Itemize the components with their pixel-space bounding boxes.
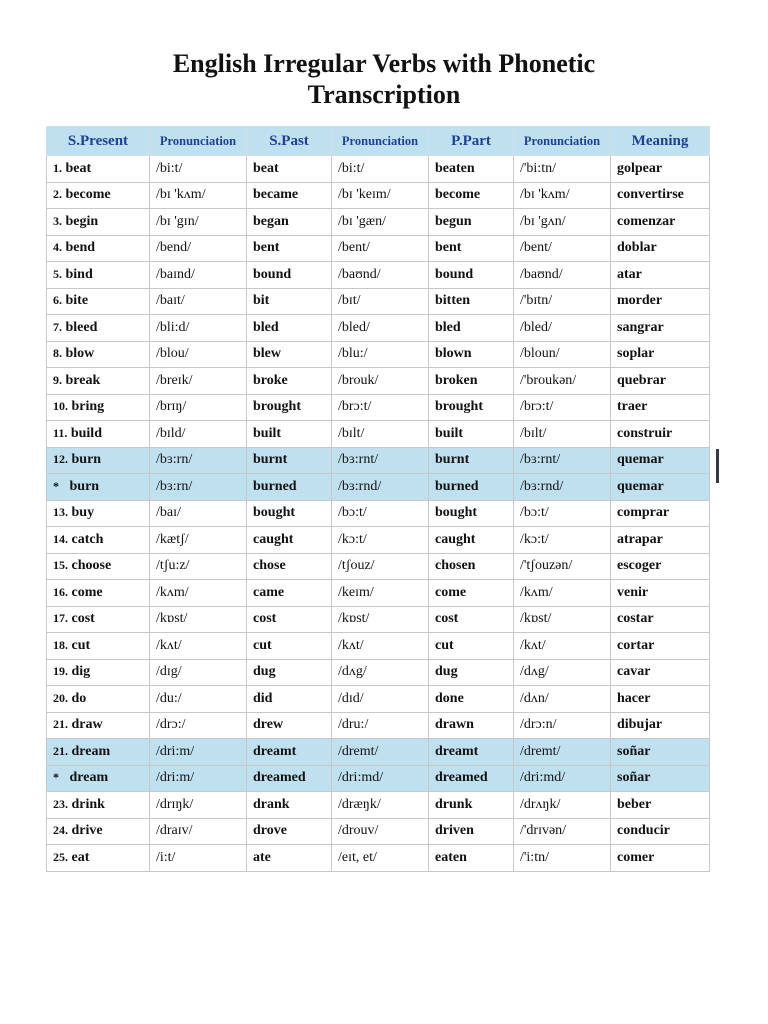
pronunciation-past: /kʌt/ <box>332 633 429 660</box>
verb-present: choose <box>71 558 112 574</box>
table-row <box>47 686 710 713</box>
table-row <box>47 765 710 792</box>
row-number: 20. <box>53 690 68 705</box>
table-row <box>47 421 710 448</box>
verb-past-participle: cut <box>429 633 514 660</box>
verb-present: become <box>65 187 111 203</box>
verb-past: bit <box>247 288 332 315</box>
pronunciation-participle: /bɪ 'gʌn/ <box>514 209 611 236</box>
pronunciation-past: /tʃouz/ <box>332 553 429 580</box>
pronunciation-present: /i:t/ <box>150 845 247 872</box>
pronunciation-participle: /kɔ:t/ <box>514 527 611 554</box>
pronunciation-past: /eɪt, et/ <box>332 845 429 872</box>
row-number: 19. <box>53 664 68 679</box>
verb-past-participle: blown <box>429 341 514 368</box>
table-row <box>47 156 710 183</box>
table-row <box>47 209 710 236</box>
verb-meaning: soñar <box>611 765 710 792</box>
verb-meaning: atar <box>611 262 710 289</box>
row-number: 6. <box>53 293 62 308</box>
verb-past: burnt <box>247 447 332 474</box>
pronunciation-past: /dremt/ <box>332 739 429 766</box>
table-row <box>47 500 710 527</box>
verb-past: dreamed <box>247 765 332 792</box>
pronunciation-participle: /dʌg/ <box>514 659 611 686</box>
verb-present-cell <box>47 182 150 209</box>
row-number: 2. <box>53 187 62 202</box>
table-row <box>47 341 710 368</box>
table-row <box>47 792 710 819</box>
verb-past: built <box>247 421 332 448</box>
verb-meaning: beber <box>611 792 710 819</box>
pronunciation-participle: /drɔ:n/ <box>514 712 611 739</box>
verb-past-participle: chosen <box>429 553 514 580</box>
row-number: 10. <box>53 399 68 414</box>
row-number: 15. <box>53 558 68 573</box>
verb-present-cell <box>47 156 150 183</box>
table-row <box>47 818 710 845</box>
pronunciation-present: /kʌm/ <box>150 580 247 607</box>
row-number: 21. <box>53 717 68 732</box>
table-row <box>47 527 710 554</box>
verb-past-participle: bled <box>429 315 514 342</box>
verb-present: drink <box>71 796 105 812</box>
verb-meaning: morder <box>611 288 710 315</box>
verb-meaning: soñar <box>611 739 710 766</box>
verb-present: burn <box>71 452 102 468</box>
verb-past: bled <box>247 315 332 342</box>
pronunciation-present: /bɪ 'kʌm/ <box>150 182 247 209</box>
verb-meaning: hacer <box>611 686 710 713</box>
pronunciation-past: /bɪlt/ <box>332 421 429 448</box>
verb-past: brought <box>247 394 332 421</box>
verb-present-cell <box>47 474 150 501</box>
verb-present: bleed <box>65 319 98 335</box>
row-number: 13. <box>53 505 68 520</box>
verb-past: chose <box>247 553 332 580</box>
page-title-line-2: Transcription <box>307 80 461 109</box>
verb-past-participle: beaten <box>429 156 514 183</box>
verb-present-cell <box>47 739 150 766</box>
table-row <box>47 368 710 395</box>
pronunciation-present: /bli:d/ <box>150 315 247 342</box>
verb-present: build <box>70 425 102 441</box>
verb-past-participle: bought <box>429 500 514 527</box>
verb-present-cell <box>47 500 150 527</box>
verb-meaning: escoger <box>611 553 710 580</box>
row-number: 21. <box>53 743 68 758</box>
verb-present-cell <box>47 288 150 315</box>
verb-past-participle: come <box>429 580 514 607</box>
pronunciation-participle: /'drɪvən/ <box>514 818 611 845</box>
table-row <box>47 447 710 474</box>
verb-present: burn <box>69 478 100 494</box>
verb-present-cell <box>47 659 150 686</box>
pronunciation-past: /dræŋk/ <box>332 792 429 819</box>
verb-meaning: comprar <box>611 500 710 527</box>
pronunciation-past: /bɜ:rnd/ <box>332 474 429 501</box>
row-number: 1. <box>53 160 62 175</box>
table-row <box>47 394 710 421</box>
verb-meaning: comer <box>611 845 710 872</box>
pronunciation-participle: /kɒst/ <box>514 606 611 633</box>
verb-present: dream <box>69 770 109 786</box>
verb-present: bite <box>65 293 89 309</box>
verb-past-participle: built <box>429 421 514 448</box>
verb-past-participle: drunk <box>429 792 514 819</box>
row-number: 18. <box>53 637 68 652</box>
verb-present-cell <box>47 262 150 289</box>
verb-past: drew <box>247 712 332 739</box>
pronunciation-past: /bɜ:rnt/ <box>332 447 429 474</box>
header-pronunciation-participle: Pronunciation <box>514 127 611 156</box>
verb-present-cell <box>47 368 150 395</box>
table-row <box>47 606 710 633</box>
header-pronunciation-present: Pronunciation <box>150 127 247 156</box>
pronunciation-present: /drɔ:/ <box>150 712 247 739</box>
table-row <box>47 553 710 580</box>
verb-present: cut <box>71 637 91 653</box>
verb-past: beat <box>247 156 332 183</box>
verb-past-participle: burnt <box>429 447 514 474</box>
verbs-table-body <box>47 156 710 872</box>
pronunciation-participle: /drʌŋk/ <box>514 792 611 819</box>
verbs-table <box>46 126 710 872</box>
row-number: * <box>53 770 59 785</box>
verb-meaning: doblar <box>611 235 710 262</box>
header-meaning: Meaning <box>611 127 710 156</box>
verb-present: do <box>71 690 87 706</box>
pronunciation-past: /bi:t/ <box>332 156 429 183</box>
table-row <box>47 235 710 262</box>
verb-past-participle: caught <box>429 527 514 554</box>
verb-past: drove <box>247 818 332 845</box>
verb-past-participle: bent <box>429 235 514 262</box>
pronunciation-past: /bled/ <box>332 315 429 342</box>
pronunciation-past: /bɔ:t/ <box>332 500 429 527</box>
pronunciation-present: /breɪk/ <box>150 368 247 395</box>
table-row <box>47 580 710 607</box>
pronunciation-past: /drouv/ <box>332 818 429 845</box>
pronunciation-participle: /bɜ:rnd/ <box>514 474 611 501</box>
verb-present: come <box>71 584 103 600</box>
pronunciation-participle: /'broukən/ <box>514 368 611 395</box>
verb-past: cost <box>247 606 332 633</box>
verb-present-cell <box>47 712 150 739</box>
row-number: * <box>53 478 59 493</box>
verb-past-participle: bitten <box>429 288 514 315</box>
pronunciation-participle: /'bi:tn/ <box>514 156 611 183</box>
verb-present-cell <box>47 580 150 607</box>
verb-present-cell <box>47 527 150 554</box>
verb-meaning: golpear <box>611 156 710 183</box>
table-row <box>47 712 710 739</box>
verb-past-participle: done <box>429 686 514 713</box>
pronunciation-present: /dɪg/ <box>150 659 247 686</box>
verb-past: dug <box>247 659 332 686</box>
pronunciation-present: /bend/ <box>150 235 247 262</box>
verb-past: became <box>247 182 332 209</box>
pronunciation-past: /blu:/ <box>332 341 429 368</box>
verb-past: caught <box>247 527 332 554</box>
verb-meaning: quemar <box>611 447 710 474</box>
pronunciation-present: /bi:t/ <box>150 156 247 183</box>
verb-past: bought <box>247 500 332 527</box>
pronunciation-past: /brouk/ <box>332 368 429 395</box>
verb-present: beat <box>65 160 92 176</box>
verb-past-participle: cost <box>429 606 514 633</box>
row-number: 7. <box>53 319 62 334</box>
verb-present-cell <box>47 686 150 713</box>
table-header-row <box>47 127 710 156</box>
verb-past-participle: broken <box>429 368 514 395</box>
pronunciation-participle: /kʌt/ <box>514 633 611 660</box>
pronunciation-present: /dri:m/ <box>150 739 247 766</box>
table-row <box>47 659 710 686</box>
row-number: 8. <box>53 346 62 361</box>
header-simple-past: S.Past <box>247 127 332 156</box>
pronunciation-participle: /baʊnd/ <box>514 262 611 289</box>
verb-past-participle: brought <box>429 394 514 421</box>
verb-past-participle: drawn <box>429 712 514 739</box>
table-row <box>47 315 710 342</box>
pronunciation-past: /bɪt/ <box>332 288 429 315</box>
row-number: 16. <box>53 584 68 599</box>
verb-present-cell <box>47 235 150 262</box>
verb-present: dream <box>71 743 111 759</box>
verb-past-participle: eaten <box>429 845 514 872</box>
verb-present-cell <box>47 792 150 819</box>
pronunciation-participle: /'i:tn/ <box>514 845 611 872</box>
row-number: 24. <box>53 823 68 838</box>
verb-past: ate <box>247 845 332 872</box>
verb-past: bound <box>247 262 332 289</box>
pronunciation-past: /kɒst/ <box>332 606 429 633</box>
verb-past: cut <box>247 633 332 660</box>
verb-present-cell <box>47 394 150 421</box>
pronunciation-participle: /bloun/ <box>514 341 611 368</box>
pronunciation-present: /blou/ <box>150 341 247 368</box>
verb-past-participle: begun <box>429 209 514 236</box>
page-title-line-1: English Irregular Verbs with Phonetic <box>172 49 596 78</box>
row-number: 12. <box>53 452 68 467</box>
pronunciation-participle: /bɔ:t/ <box>514 500 611 527</box>
pronunciation-present: /du:/ <box>150 686 247 713</box>
pronunciation-present: /tʃu:z/ <box>150 553 247 580</box>
header-past-participle: P.Part <box>429 127 514 156</box>
verb-past: blew <box>247 341 332 368</box>
verb-past: drank <box>247 792 332 819</box>
verb-present-cell <box>47 845 150 872</box>
verb-present: cost <box>71 611 95 627</box>
pronunciation-past: /dʌg/ <box>332 659 429 686</box>
verb-past-participle: bound <box>429 262 514 289</box>
row-number: 3. <box>53 213 62 228</box>
pronunciation-past: /bent/ <box>332 235 429 262</box>
verb-past-participle: dreamt <box>429 739 514 766</box>
pronunciation-participle: /bɪ 'kʌm/ <box>514 182 611 209</box>
pronunciation-participle: /dri:md/ <box>514 765 611 792</box>
verb-past: came <box>247 580 332 607</box>
table-row <box>47 845 710 872</box>
verb-past: began <box>247 209 332 236</box>
pronunciation-participle: /'tʃouzən/ <box>514 553 611 580</box>
row-number: 9. <box>53 372 62 387</box>
verb-past: burned <box>247 474 332 501</box>
verb-meaning: sangrar <box>611 315 710 342</box>
header-simple-present: S.Present <box>47 127 150 156</box>
pronunciation-present: /draɪv/ <box>150 818 247 845</box>
pronunciation-past: /dɪd/ <box>332 686 429 713</box>
verb-past-participle: become <box>429 182 514 209</box>
pronunciation-participle: /bɪlt/ <box>514 421 611 448</box>
verb-meaning: cavar <box>611 659 710 686</box>
pronunciation-present: /bɪ 'gɪn/ <box>150 209 247 236</box>
verb-meaning: conducir <box>611 818 710 845</box>
pronunciation-participle: /brɔ:t/ <box>514 394 611 421</box>
row-number: 23. <box>53 796 68 811</box>
pronunciation-past: /bɪ 'keɪm/ <box>332 182 429 209</box>
verb-present-cell <box>47 633 150 660</box>
table-row <box>47 633 710 660</box>
verb-past: broke <box>247 368 332 395</box>
pronunciation-past: /dru:/ <box>332 712 429 739</box>
pronunciation-present: /bɪld/ <box>150 421 247 448</box>
verb-present-cell <box>47 765 150 792</box>
table-row <box>47 288 710 315</box>
verb-present-cell <box>47 606 150 633</box>
pronunciation-past: /keɪm/ <box>332 580 429 607</box>
pronunciation-present: /kætʃ/ <box>150 527 247 554</box>
table-row <box>47 739 710 766</box>
verb-present: break <box>65 372 101 388</box>
verb-present-cell <box>47 447 150 474</box>
pronunciation-present: /baɪt/ <box>150 288 247 315</box>
scroll-edge-marker <box>716 449 719 483</box>
pronunciation-present: /baɪ/ <box>150 500 247 527</box>
verb-meaning: quebrar <box>611 368 710 395</box>
verb-present: bend <box>65 240 96 256</box>
table-row <box>47 262 710 289</box>
verb-present-cell <box>47 341 150 368</box>
row-number: 14. <box>53 531 68 546</box>
verb-present-cell <box>47 315 150 342</box>
verb-present: eat <box>71 849 90 865</box>
verb-present: catch <box>71 531 104 547</box>
verb-present-cell <box>47 818 150 845</box>
verb-meaning: costar <box>611 606 710 633</box>
row-number: 17. <box>53 611 68 626</box>
pronunciation-participle: /bled/ <box>514 315 611 342</box>
pronunciation-present: /kɒst/ <box>150 606 247 633</box>
pronunciation-past: /kɔ:t/ <box>332 527 429 554</box>
verb-past-participle: dug <box>429 659 514 686</box>
verb-past-participle: burned <box>429 474 514 501</box>
pronunciation-present: /bɜ:rn/ <box>150 447 247 474</box>
pronunciation-present: /bɜ:rn/ <box>150 474 247 501</box>
verb-meaning: convertirse <box>611 182 710 209</box>
verb-meaning: traer <box>611 394 710 421</box>
pronunciation-present: /brɪŋ/ <box>150 394 247 421</box>
pronunciation-past: /dri:md/ <box>332 765 429 792</box>
verb-present: draw <box>71 717 103 733</box>
verb-past: did <box>247 686 332 713</box>
row-number: 11. <box>53 425 68 440</box>
table-row <box>47 182 710 209</box>
verb-present: bind <box>65 266 93 282</box>
header-pronunciation-past: Pronunciation <box>332 127 429 156</box>
pronunciation-participle: /kʌm/ <box>514 580 611 607</box>
verb-meaning: soplar <box>611 341 710 368</box>
row-number: 5. <box>53 266 62 281</box>
verb-present: begin <box>65 213 99 229</box>
pronunciation-present: /dri:m/ <box>150 765 247 792</box>
verb-past: bent <box>247 235 332 262</box>
pronunciation-participle: /bent/ <box>514 235 611 262</box>
pronunciation-present: /kʌt/ <box>150 633 247 660</box>
pronunciation-past: /brɔ:t/ <box>332 394 429 421</box>
verb-past-participle: driven <box>429 818 514 845</box>
verb-present: blow <box>65 346 95 362</box>
verb-meaning: dibujar <box>611 712 710 739</box>
verb-meaning: venir <box>611 580 710 607</box>
pronunciation-present: /baɪnd/ <box>150 262 247 289</box>
verb-past-participle: dreamed <box>429 765 514 792</box>
row-number: 4. <box>53 240 62 255</box>
verb-present-cell <box>47 421 150 448</box>
verb-meaning: quemar <box>611 474 710 501</box>
verb-meaning: cortar <box>611 633 710 660</box>
table-row <box>47 474 710 501</box>
verb-meaning: construir <box>611 421 710 448</box>
verb-meaning: comenzar <box>611 209 710 236</box>
verb-present: bring <box>71 399 105 415</box>
verb-present-cell <box>47 553 150 580</box>
verb-past: dreamt <box>247 739 332 766</box>
pronunciation-present: /drɪŋk/ <box>150 792 247 819</box>
pronunciation-participle: /'bɪtn/ <box>514 288 611 315</box>
row-number: 25. <box>53 849 68 864</box>
pronunciation-participle: /dʌn/ <box>514 686 611 713</box>
verb-meaning: atrapar <box>611 527 710 554</box>
pronunciation-participle: /bɜ:rnt/ <box>514 447 611 474</box>
verb-present: buy <box>71 505 95 521</box>
verb-present-cell <box>47 209 150 236</box>
verb-present: dig <box>71 664 91 680</box>
pronunciation-past: /bɪ 'gæn/ <box>332 209 429 236</box>
verb-present: drive <box>71 823 103 839</box>
pronunciation-participle: /dremt/ <box>514 739 611 766</box>
pronunciation-past: /baʊnd/ <box>332 262 429 289</box>
